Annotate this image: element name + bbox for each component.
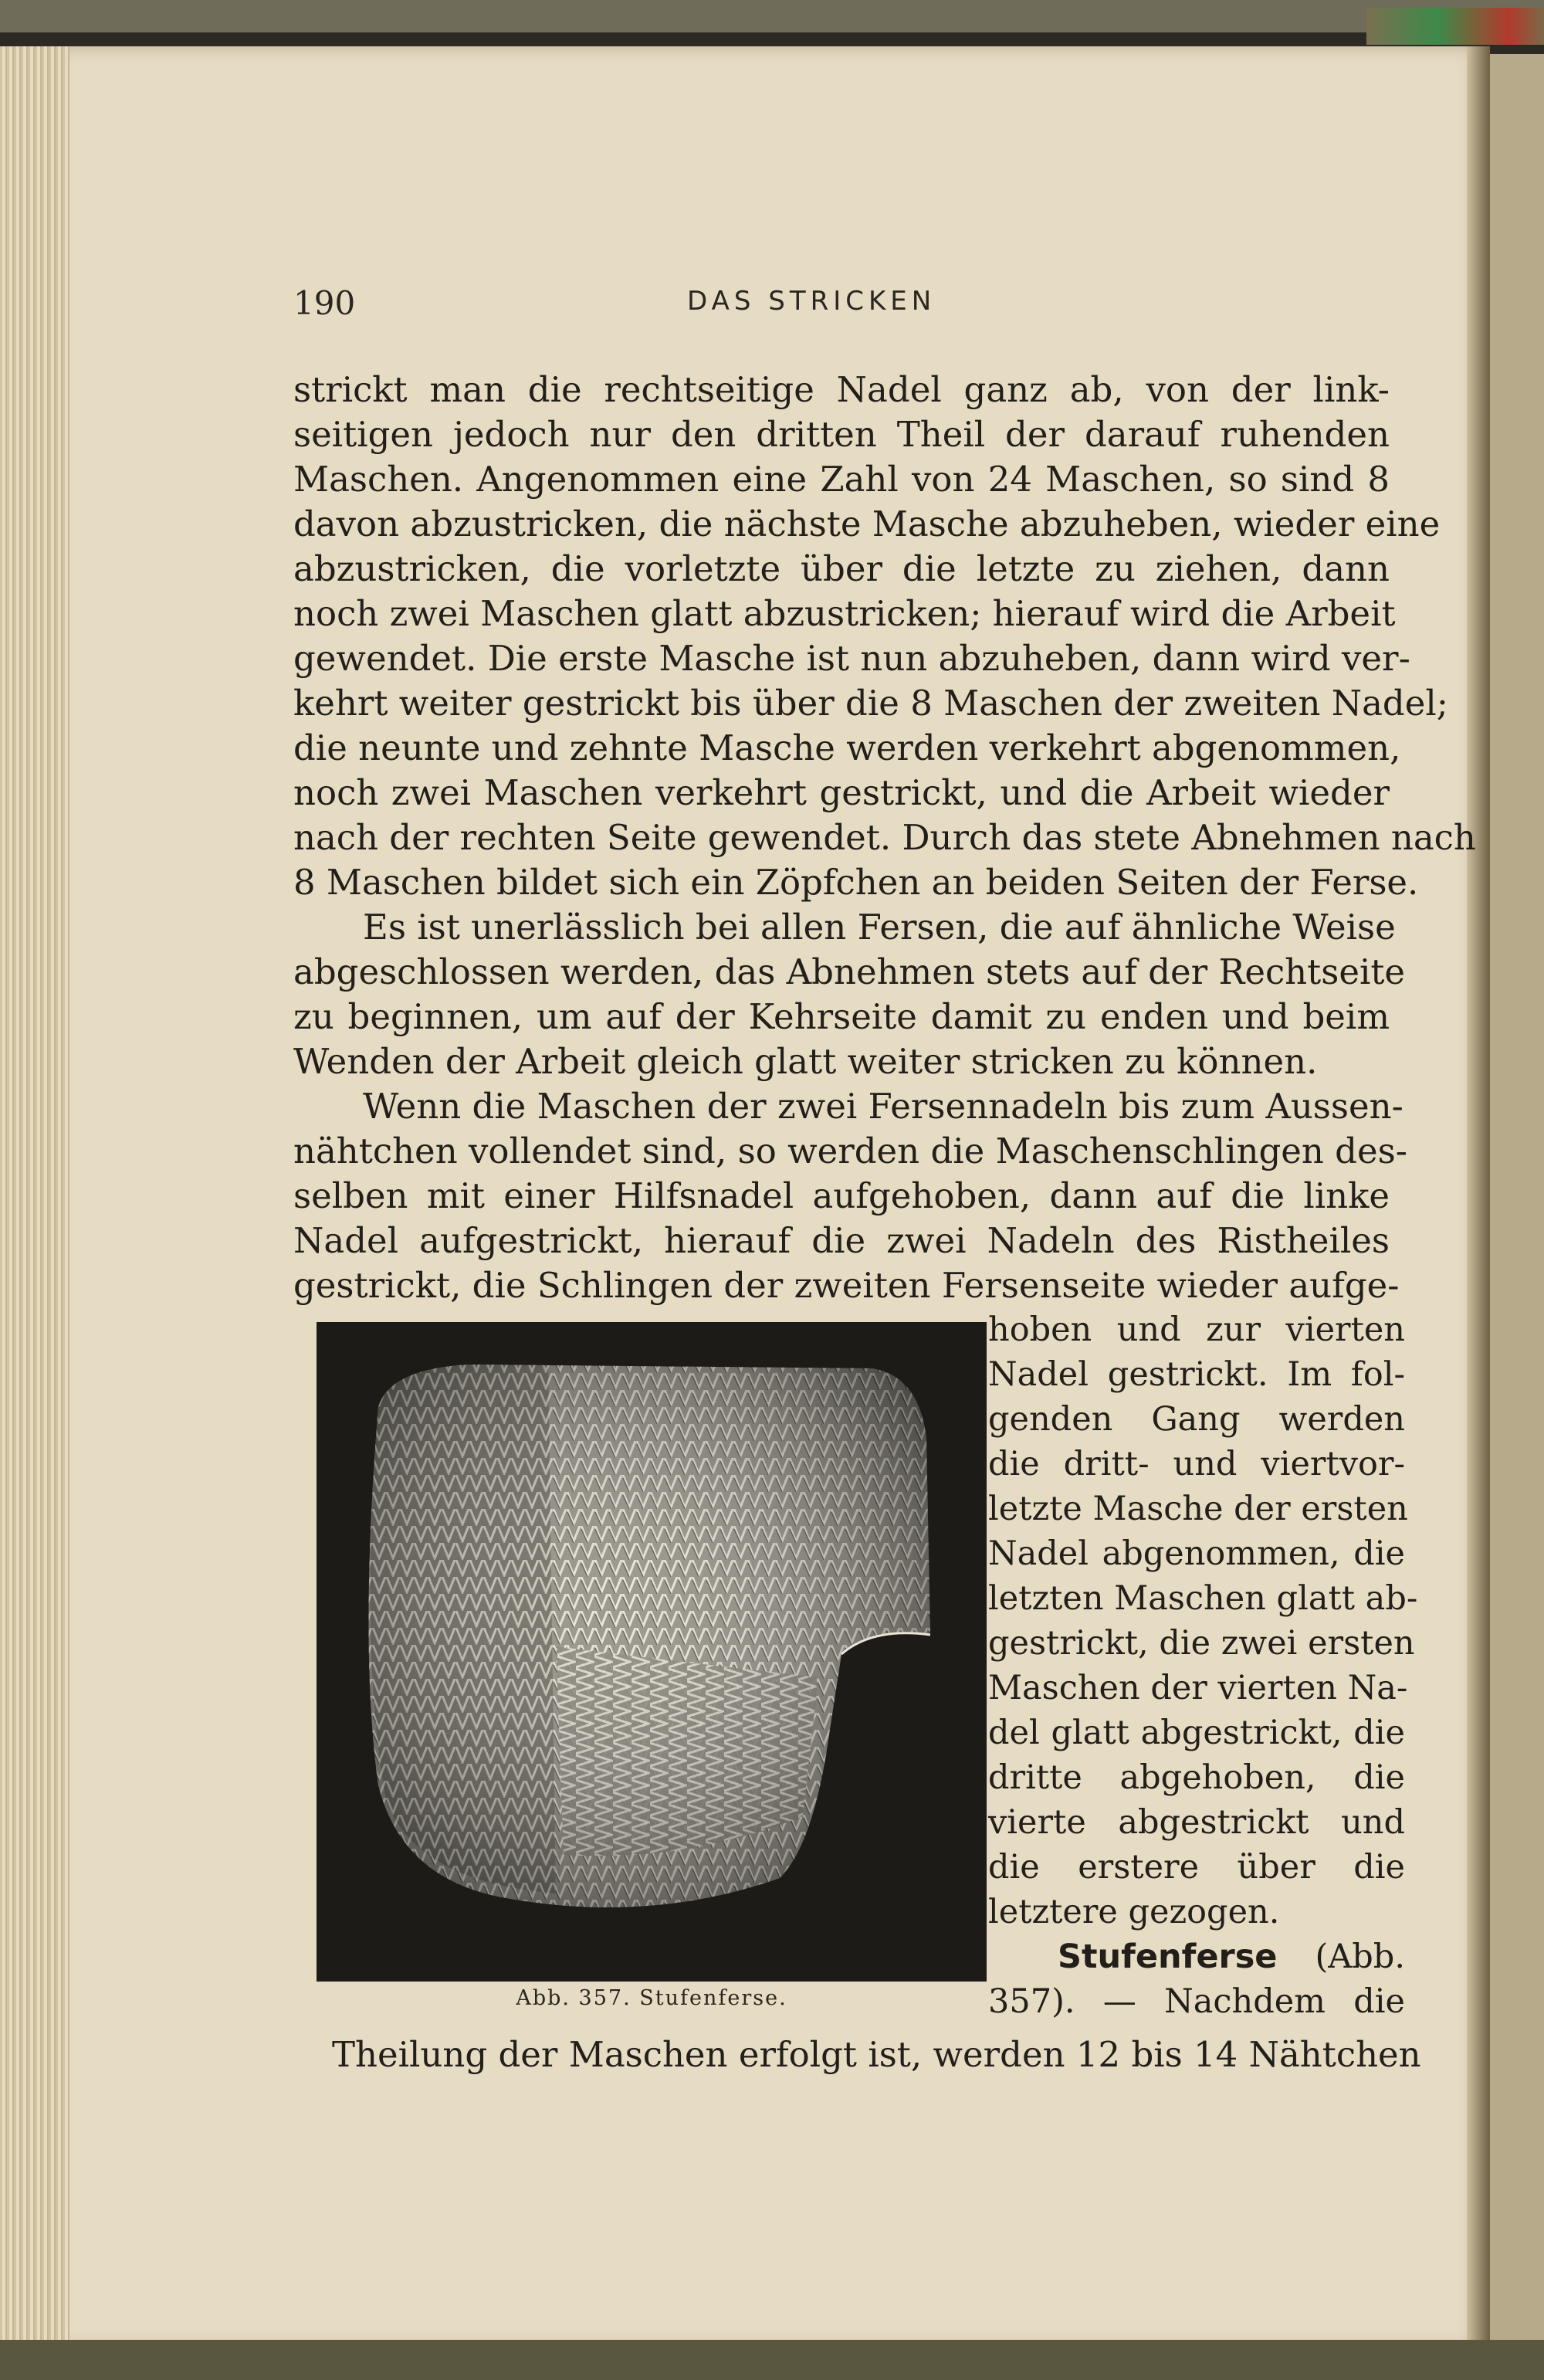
body-line: gewendet. Die erste Masche ist nun abzuheben, dann wird ver- [293,638,1410,679]
side-line: Nadel abgenommen, die [988,1534,1405,1573]
body-line: selben mit einer Hilfsnadel aufgehoben, dann auf die linke [293,1175,1390,1216]
body-line: 8 Maschen bildet sich ein Zöpfchen an beiden Seiten der Ferse. [293,862,1419,903]
side-line: Maschen der vierten Na- [988,1669,1408,1707]
side-line: genden Gang werden [988,1400,1405,1439]
body-line: Wenn die Maschen der zwei Fersennadeln bis zum Aussen- [363,1086,1403,1127]
body-line: zu beginnen, um auf der Kehrseite damit zu enden und beim [293,996,1390,1037]
side-line: dritte abgehoben, die [988,1758,1405,1797]
body-line: strickt man die rechtseitige Nadel ganz ab, von der link- [293,369,1390,410]
body-line: Maschen. Angenommen eine Zahl von 24 Maschen, so sind 8 [293,459,1390,500]
body-line: abzustricken, die vorletzte über die letzte zu ziehen, dann [293,548,1390,589]
running-head: DAS STRICKEN [687,286,936,317]
side-line: letztere gezogen. [988,1893,1280,1931]
side-line: letzte Masche der ersten [988,1490,1408,1528]
side-line: hoben und zur vierten [988,1310,1405,1349]
side-line: die dritt- und viertvor- [988,1445,1405,1483]
final-line: Theilung der Maschen erfolgt ist, werden 12 bis 14 Nähtchen [332,2034,1421,2075]
page-number: 190 [293,284,356,322]
body-line: davon abzustricken, die nächste Masche abzuheben, wieder eine [293,503,1441,544]
body-line: die neunte und zehnte Masche werden verkehrt abgenommen, [293,727,1401,768]
figure-reference: (Abb. [1277,1938,1405,1976]
knitted-heel-figure [317,1322,987,1982]
body-line: Wenden der Arbeit gleich glatt weiter stricken zu können. [293,1041,1318,1082]
body-line: nach der rechten Seite gewendet. Durch das stete Abnehmen nach [293,817,1476,858]
side-line: letzten Maschen glatt ab- [988,1579,1418,1618]
body-line: noch zwei Maschen verkehrt gestrickt, und die Arbeit wieder [293,772,1390,813]
knitted-heel-illustration [317,1322,987,1982]
body-line: seitigen jedoch nur den dritten Theil der darauf ruhenden [293,414,1390,455]
side-line: Nadel gestrickt. Im fol- [988,1355,1405,1394]
body-line: Nadel aufgestrickt, hierauf die zwei Nadeln des Ristheiles [293,1220,1390,1261]
side-line: vierte abgestrickt und [988,1803,1405,1842]
body-line: kehrt weiter gestrickt bis über die 8 Maschen der zweiten Nadel; [293,683,1448,724]
side-line: del glatt abgestrickt, die [988,1714,1405,1752]
section-heading-line [1058,1935,1405,1978]
body-line: nähtchen vollendet sind, so werden die Maschenschlingen des- [293,1131,1407,1171]
figure-caption: Abb. 357. Stufenferse. [516,1986,787,2010]
section-heading: Stufenferse [1058,1938,1278,1976]
side-line: gestrickt, die zwei ersten [988,1624,1415,1663]
section-line: 357). — Nachdem die [988,1982,1405,2021]
body-line: abgeschlossen werden, das Abnehmen stets auf der Rechtseite [293,951,1406,992]
body-line: noch zwei Maschen glatt abzustricken; hierauf wird die Arbeit [293,593,1396,634]
body-line: Es ist unerlässlich bei allen Fersen, die auf ähnliche Weise [363,907,1396,948]
side-line: die erstere über die [988,1848,1405,1887]
body-line: gestrickt, die Schlingen der zweiten Fersenseite wieder aufge- [293,1265,1400,1306]
